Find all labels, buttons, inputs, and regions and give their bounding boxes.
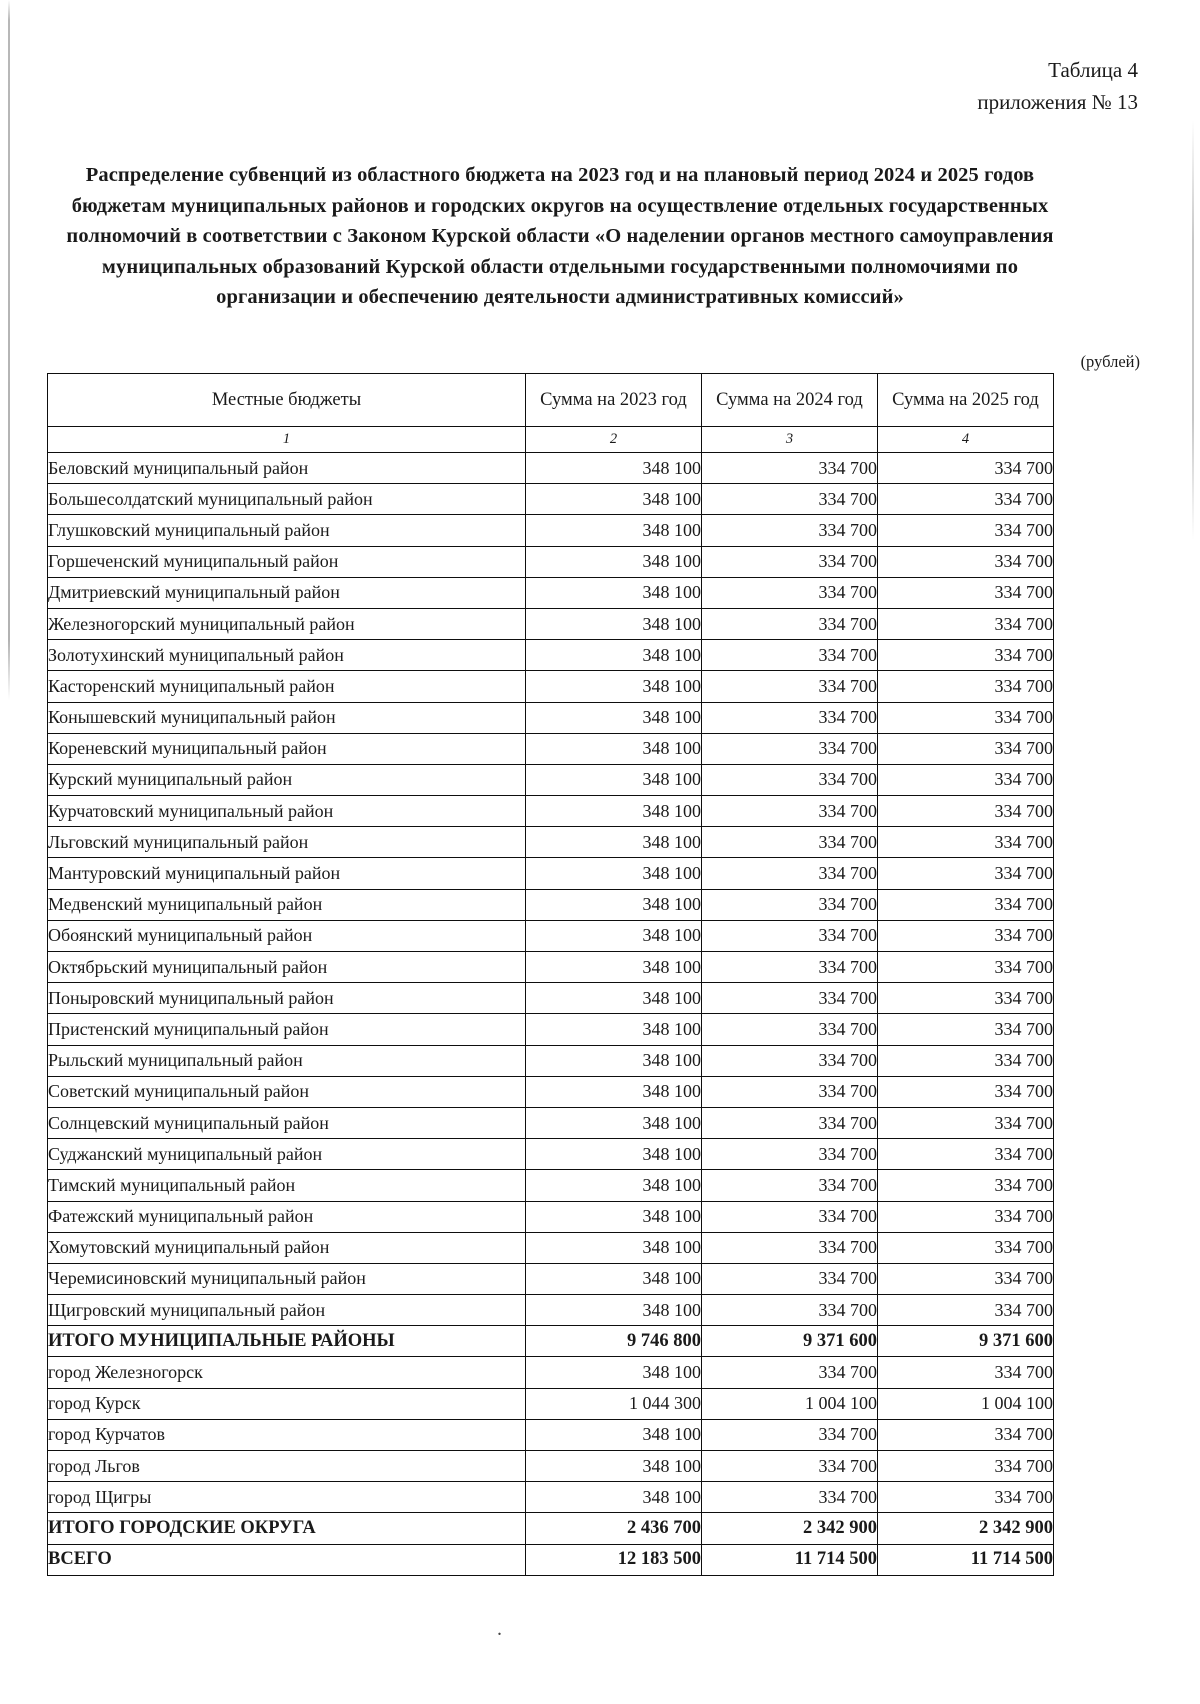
row-value-y2024: 334 700 xyxy=(702,889,878,920)
table-body xyxy=(48,453,1054,1576)
row-value-y2023: 348 100 xyxy=(526,1357,702,1388)
table-row xyxy=(48,827,1054,858)
row-value-y2024: 334 700 xyxy=(702,1201,878,1232)
appendix-number-label: приложения № 13 xyxy=(977,90,1138,114)
row-value-y2024: 334 700 xyxy=(702,1232,878,1263)
row-budget-name: Щигровский муниципальный район xyxy=(48,1295,526,1326)
table-head xyxy=(48,374,1054,453)
row-value-y2025: 334 700 xyxy=(878,1357,1054,1388)
row-value-y2023: 348 100 xyxy=(526,1295,702,1326)
table-row xyxy=(48,733,1054,764)
table-row xyxy=(48,1232,1054,1263)
row-budget-name: город Курчатов xyxy=(48,1419,526,1450)
row-value-y2023: 348 100 xyxy=(526,1201,702,1232)
table-row xyxy=(48,1451,1054,1482)
row-value-y2025: 334 700 xyxy=(878,1482,1054,1513)
row-value-y2024: 1 004 100 xyxy=(702,1388,878,1419)
table-row xyxy=(48,577,1054,608)
row-budget-name: Октябрьский муниципальный район xyxy=(48,952,526,983)
table-row xyxy=(48,1419,1054,1450)
row-value-y2023: 348 100 xyxy=(526,671,702,702)
row-value-y2024: 2 342 900 xyxy=(702,1513,878,1544)
row-value-y2025: 334 700 xyxy=(878,733,1054,764)
row-budget-name: Тимский муниципальный район xyxy=(48,1170,526,1201)
row-budget-name: Медвенский муниципальный район xyxy=(48,889,526,920)
row-value-y2024: 334 700 xyxy=(702,1107,878,1138)
table-row xyxy=(48,952,1054,983)
row-budget-name: Глушковский муниципальный район xyxy=(48,515,526,546)
table-row xyxy=(48,889,1054,920)
table-row xyxy=(48,1326,1054,1357)
row-value-y2025: 334 700 xyxy=(878,1170,1054,1201)
row-value-y2023: 348 100 xyxy=(526,1107,702,1138)
row-value-y2025: 334 700 xyxy=(878,1419,1054,1450)
subvention-table-container xyxy=(47,373,1053,1576)
row-budget-name: Касторенский муниципальный район xyxy=(48,671,526,702)
column-number-3: 3 xyxy=(702,427,878,453)
table-number-label: Таблица 4 xyxy=(1048,58,1138,82)
table-row xyxy=(48,1076,1054,1107)
row-value-y2023: 348 100 xyxy=(526,858,702,889)
row-value-y2025: 334 700 xyxy=(878,1263,1054,1294)
column-header-local-budgets: Местные бюджеты xyxy=(48,374,526,427)
row-value-y2025: 334 700 xyxy=(878,608,1054,639)
row-budget-name: Конышевский муниципальный район xyxy=(48,702,526,733)
table-row xyxy=(48,1014,1054,1045)
row-value-y2025: 2 342 900 xyxy=(878,1513,1054,1544)
row-value-y2023: 348 100 xyxy=(526,1170,702,1201)
row-budget-name: Железногорский муниципальный район xyxy=(48,608,526,639)
row-value-y2024: 334 700 xyxy=(702,453,878,484)
scan-artifact-left-margin xyxy=(8,0,10,1704)
row-value-y2025: 334 700 xyxy=(878,546,1054,577)
table-row xyxy=(48,640,1054,671)
row-value-y2023: 348 100 xyxy=(526,608,702,639)
table-row xyxy=(48,1482,1054,1513)
table-row xyxy=(48,1107,1054,1138)
row-value-y2025: 334 700 xyxy=(878,1076,1054,1107)
table-header-row xyxy=(48,374,1054,427)
row-value-y2024: 334 700 xyxy=(702,796,878,827)
row-value-y2023: 1 044 300 xyxy=(526,1388,702,1419)
row-value-y2025: 334 700 xyxy=(878,1295,1054,1326)
row-budget-name: Кореневский муниципальный район xyxy=(48,733,526,764)
row-value-y2025: 334 700 xyxy=(878,1139,1054,1170)
row-value-y2025: 334 700 xyxy=(878,1201,1054,1232)
row-value-y2024: 334 700 xyxy=(702,1045,878,1076)
table-row xyxy=(48,983,1054,1014)
row-value-y2025: 334 700 xyxy=(878,858,1054,889)
table-row xyxy=(48,1295,1054,1326)
row-value-y2024: 334 700 xyxy=(702,702,878,733)
row-value-y2023: 348 100 xyxy=(526,484,702,515)
row-value-y2025: 9 371 600 xyxy=(878,1326,1054,1357)
row-value-y2023: 348 100 xyxy=(526,1076,702,1107)
table-row xyxy=(48,1170,1054,1201)
row-value-y2025: 334 700 xyxy=(878,952,1054,983)
table-row xyxy=(48,453,1054,484)
row-value-y2023: 348 100 xyxy=(526,1139,702,1170)
row-value-y2025: 334 700 xyxy=(878,983,1054,1014)
row-value-y2025: 334 700 xyxy=(878,827,1054,858)
row-value-y2023: 9 746 800 xyxy=(526,1326,702,1357)
row-budget-name: город Щигры xyxy=(48,1482,526,1513)
row-value-y2024: 334 700 xyxy=(702,1170,878,1201)
row-budget-name: Пристенский муниципальный район xyxy=(48,1014,526,1045)
row-budget-name: Суджанский муниципальный район xyxy=(48,1139,526,1170)
row-value-y2024: 11 714 500 xyxy=(702,1544,878,1575)
table-row xyxy=(48,858,1054,889)
row-value-y2024: 334 700 xyxy=(702,608,878,639)
column-header-sum-2025: Сумма на 2025 год xyxy=(878,374,1054,427)
table-row xyxy=(48,608,1054,639)
table-row xyxy=(48,1139,1054,1170)
row-budget-name: Золотухинский муниципальный район xyxy=(48,640,526,671)
table-row xyxy=(48,1513,1054,1544)
row-value-y2025: 334 700 xyxy=(878,640,1054,671)
row-value-y2023: 348 100 xyxy=(526,1419,702,1450)
row-budget-name: Рыльский муниципальный район xyxy=(48,1045,526,1076)
row-value-y2024: 334 700 xyxy=(702,1357,878,1388)
table-row xyxy=(48,1544,1054,1575)
row-value-y2024: 334 700 xyxy=(702,1014,878,1045)
row-value-y2023: 348 100 xyxy=(526,577,702,608)
row-value-y2024: 334 700 xyxy=(702,858,878,889)
row-budget-name: Беловский муниципальный район xyxy=(48,453,526,484)
row-value-y2024: 334 700 xyxy=(702,1482,878,1513)
row-value-y2023: 2 436 700 xyxy=(526,1513,702,1544)
row-budget-name: город Железногорск xyxy=(48,1357,526,1388)
row-value-y2023: 348 100 xyxy=(526,1451,702,1482)
column-header-sum-2024: Сумма на 2024 год xyxy=(702,374,878,427)
row-value-y2025: 334 700 xyxy=(878,453,1054,484)
row-value-y2024: 334 700 xyxy=(702,952,878,983)
row-budget-name: Горшеченский муниципальный район xyxy=(48,546,526,577)
column-number-2: 2 xyxy=(526,427,702,453)
row-value-y2025: 334 700 xyxy=(878,1451,1054,1482)
row-value-y2023: 348 100 xyxy=(526,920,702,951)
table-row xyxy=(48,671,1054,702)
row-budget-name: Обоянский муниципальный район xyxy=(48,920,526,951)
column-number-4: 4 xyxy=(878,427,1054,453)
row-value-y2025: 334 700 xyxy=(878,1014,1054,1045)
row-budget-name: Советский муниципальный район xyxy=(48,1076,526,1107)
row-budget-name: Курский муниципальный район xyxy=(48,764,526,795)
row-value-y2025: 11 714 500 xyxy=(878,1544,1054,1575)
row-budget-name: Хомутовский муниципальный район xyxy=(48,1232,526,1263)
row-value-y2024: 334 700 xyxy=(702,1076,878,1107)
table-row xyxy=(48,1388,1054,1419)
table-row xyxy=(48,702,1054,733)
page-title: Распределение субвенций из областного бюджета на 2023 год и на плановый период 2024 и 2025 годов бюджетам муниципальных районов и городских округов на осуществление отдельных государственных полномочий в соответствии с Законом Курской области «О наделении органов местного самоуправления муниципальных образований Курской области отдельными государственными полномочиями по организации и обеспечению деятельности административных комиссий» xyxy=(66,164,1054,308)
row-value-y2023: 348 100 xyxy=(526,453,702,484)
row-value-y2024: 334 700 xyxy=(702,764,878,795)
row-value-y2024: 334 700 xyxy=(702,827,878,858)
row-value-y2024: 334 700 xyxy=(702,920,878,951)
row-value-y2025: 334 700 xyxy=(878,577,1054,608)
row-value-y2025: 334 700 xyxy=(878,1232,1054,1263)
row-value-y2023: 348 100 xyxy=(526,764,702,795)
table-row xyxy=(48,920,1054,951)
row-value-y2023: 348 100 xyxy=(526,983,702,1014)
row-budget-name: Большесолдатский муниципальный район xyxy=(48,484,526,515)
table-row xyxy=(48,515,1054,546)
row-value-y2024: 334 700 xyxy=(702,640,878,671)
row-value-y2024: 334 700 xyxy=(702,1451,878,1482)
row-value-y2023: 348 100 xyxy=(526,1263,702,1294)
row-value-y2023: 348 100 xyxy=(526,1482,702,1513)
row-budget-name: Курчатовский муниципальный район xyxy=(48,796,526,827)
row-budget-name: ИТОГО ГОРОДСКИЕ ОКРУГА xyxy=(48,1513,526,1544)
table-row xyxy=(48,484,1054,515)
row-budget-name: Солнцевский муниципальный район xyxy=(48,1107,526,1138)
row-value-y2024: 334 700 xyxy=(702,515,878,546)
units-label: (рублей) xyxy=(1080,352,1140,371)
subvention-table xyxy=(47,373,1054,1576)
row-value-y2024: 334 700 xyxy=(702,1139,878,1170)
row-value-y2023: 348 100 xyxy=(526,1232,702,1263)
row-value-y2025: 334 700 xyxy=(878,702,1054,733)
row-budget-name: ВСЕГО xyxy=(48,1544,526,1575)
row-budget-name: город Курск xyxy=(48,1388,526,1419)
row-value-y2023: 348 100 xyxy=(526,952,702,983)
row-value-y2023: 348 100 xyxy=(526,889,702,920)
table-row xyxy=(48,1045,1054,1076)
table-row xyxy=(48,1263,1054,1294)
row-budget-name: ИТОГО МУНИЦИПАЛЬНЫЕ РАЙОНЫ xyxy=(48,1326,526,1357)
column-number-1: 1 xyxy=(48,427,526,453)
row-value-y2025: 334 700 xyxy=(878,920,1054,951)
footer-mark: . xyxy=(497,1618,502,1640)
scan-artifact-right-margin xyxy=(1192,120,1194,540)
row-value-y2025: 334 700 xyxy=(878,671,1054,702)
row-value-y2024: 334 700 xyxy=(702,546,878,577)
row-value-y2024: 334 700 xyxy=(702,484,878,515)
row-value-y2023: 348 100 xyxy=(526,702,702,733)
row-value-y2023: 348 100 xyxy=(526,733,702,764)
row-value-y2024: 334 700 xyxy=(702,671,878,702)
row-value-y2024: 334 700 xyxy=(702,1263,878,1294)
row-value-y2023: 348 100 xyxy=(526,1014,702,1045)
row-value-y2025: 334 700 xyxy=(878,1107,1054,1138)
row-value-y2023: 348 100 xyxy=(526,827,702,858)
row-value-y2024: 334 700 xyxy=(702,733,878,764)
table-row xyxy=(48,1201,1054,1232)
table-column-number-row xyxy=(48,427,1054,453)
row-value-y2025: 334 700 xyxy=(878,889,1054,920)
row-value-y2024: 9 371 600 xyxy=(702,1326,878,1357)
row-value-y2025: 334 700 xyxy=(878,764,1054,795)
row-value-y2025: 334 700 xyxy=(878,1045,1054,1076)
row-value-y2024: 334 700 xyxy=(702,577,878,608)
row-value-y2023: 348 100 xyxy=(526,546,702,577)
row-budget-name: город Льгов xyxy=(48,1451,526,1482)
row-value-y2023: 348 100 xyxy=(526,515,702,546)
table-row xyxy=(48,546,1054,577)
row-budget-name: Льговский муниципальный район xyxy=(48,827,526,858)
row-value-y2023: 12 183 500 xyxy=(526,1544,702,1575)
row-budget-name: Фатежский муниципальный район xyxy=(48,1201,526,1232)
table-row xyxy=(48,764,1054,795)
document-header xyxy=(977,54,1138,118)
column-header-sum-2023: Сумма на 2023 год xyxy=(526,374,702,427)
row-budget-name: Мантуровский муниципальный район xyxy=(48,858,526,889)
row-value-y2023: 348 100 xyxy=(526,1045,702,1076)
row-value-y2025: 1 004 100 xyxy=(878,1388,1054,1419)
row-value-y2024: 334 700 xyxy=(702,1295,878,1326)
row-value-y2025: 334 700 xyxy=(878,796,1054,827)
row-value-y2025: 334 700 xyxy=(878,515,1054,546)
row-value-y2023: 348 100 xyxy=(526,640,702,671)
row-budget-name: Черемисиновский муниципальный район xyxy=(48,1263,526,1294)
row-value-y2023: 348 100 xyxy=(526,796,702,827)
table-row xyxy=(48,1357,1054,1388)
table-row xyxy=(48,796,1054,827)
row-value-y2025: 334 700 xyxy=(878,484,1054,515)
row-budget-name: Дмитриевский муниципальный район xyxy=(48,577,526,608)
row-budget-name: Поныровский муниципальный район xyxy=(48,983,526,1014)
row-value-y2024: 334 700 xyxy=(702,983,878,1014)
row-value-y2024: 334 700 xyxy=(702,1419,878,1450)
